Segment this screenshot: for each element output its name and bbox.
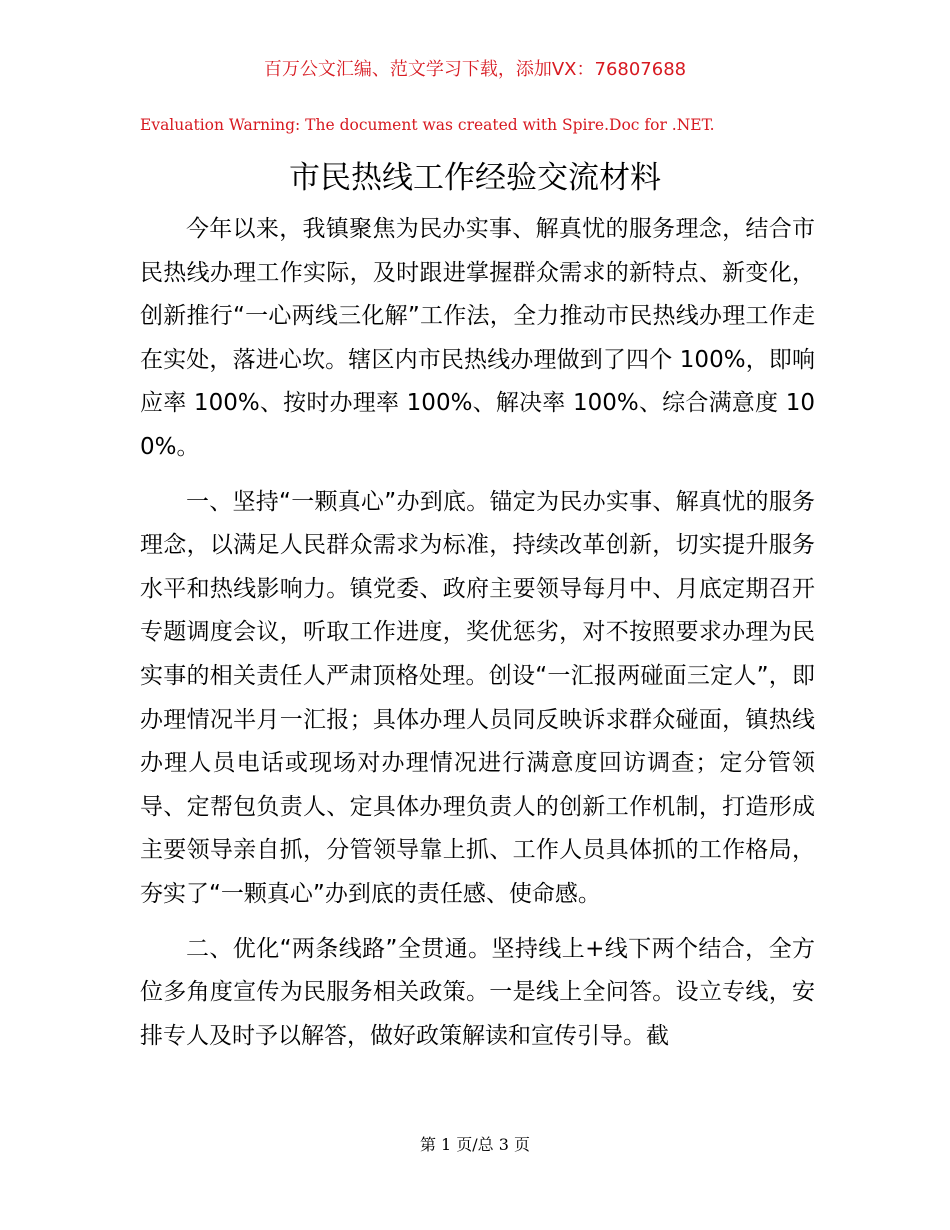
paragraph-section-two: 二、优化“两条线路”全贯通。坚持线上+线下两个结合，全方位多角度宣传为民服务相关政策。一是线上全问答。设立专线，安排专人及时予以解答，做好政策解读和宣传引导。截: [140, 935, 815, 1049]
document-body: [140, 208, 815, 1069]
page-footer: 第 1 页/总 3 页: [419, 1135, 531, 1154]
evaluation-warning: Evaluation Warning: The document was created with Spire.Doc for .NET.: [140, 116, 715, 134]
paragraph-intro: 今年以来，我镇聚焦为民办实事、解真忧的服务理念，结合市民热线办理工作实际，及时跟进掌握群众需求的新特点、新变化，创新推行“一心两线三化解”工作法，全力推动市民热线办理工作走在实处，落进心坎。辖区内市民热线办理做到了四个 100%，即响应率 100%、按时办理率 100%、解决率 100%、综合满意度 100%。: [140, 216, 815, 460]
promo-banner: 百万公文汇编、范文学习下载，添加VX：76807688: [263, 59, 687, 80]
paragraph-section-one: 一、坚持“一颗真心”办到底。锚定为民办实事、解真忧的服务理念，以满足人民群众需求为标准，持续改革创新，切实提升服务水平和热线影响力。镇党委、政府主要领导每月中、月底定期召开专题调度会议，听取工作进度，奖优惩劣，对不按照要求办理为民实事的相关责任人严肃顶格处理。创设“一汇报两碰面三定人”，即办理情况半月一汇报；具体办理人员同反映诉求群众碰面，镇热线办理人员电话或现场对办理情况进行满意度回访调查；定分管领导、定帮包负责人、定具体办理负责人的创新工作机制，打造形成主要领导亲自抓，分管领导靠上抓、工作人员具体抓的工作格局，夯实了“一颗真心”办到底的责任感、使命感。: [140, 488, 815, 907]
document-title: 市民热线工作经验交流材料: [289, 160, 661, 196]
